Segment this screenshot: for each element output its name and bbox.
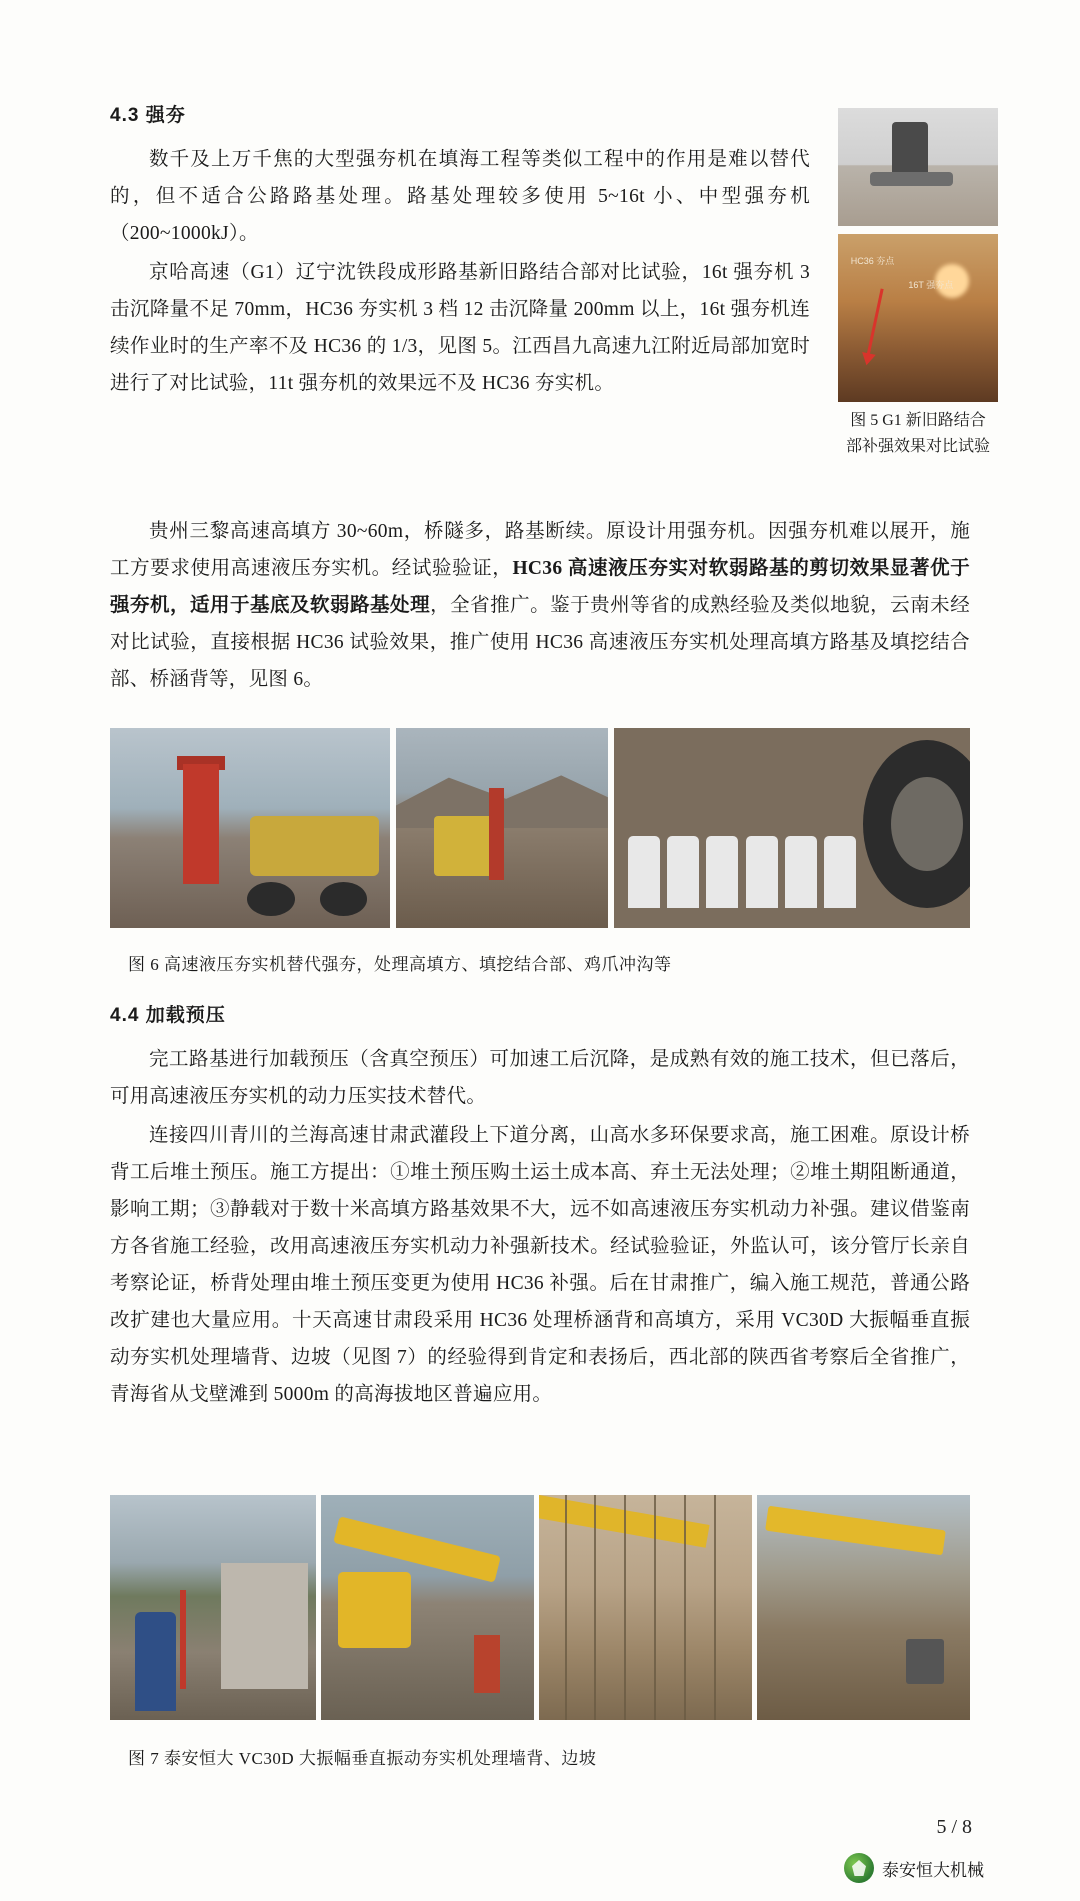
figure-6-photo-2 <box>396 728 608 928</box>
section-4-3 <box>110 100 810 404</box>
figure-6-photo-3 <box>614 728 970 928</box>
wall-shape <box>221 1563 308 1689</box>
loader-shape <box>250 816 379 876</box>
machine-shape <box>434 816 493 876</box>
figure-5-photo-label-1: HC36 夯点 <box>850 256 895 267</box>
section-4-4-heading: 4.4 加载预压 <box>110 1005 226 1026</box>
brand-watermark <box>844 1853 984 1883</box>
figure-6-caption: 图 6 高速液压夯实机替代强夯，处理高填方、填挖结合部、鸡爪冲沟等 <box>128 955 672 974</box>
bucket-shape <box>906 1639 944 1684</box>
section-4-4 <box>110 1000 970 1415</box>
person-shape <box>746 836 778 908</box>
worker-shape <box>135 1612 176 1711</box>
figure-5-photo-bottom <box>838 234 998 402</box>
page-number: 5 / 8 <box>936 1816 972 1838</box>
person-shape <box>667 836 699 908</box>
section-4-4-paragraph-1: 完工路基进行加载预压（含真空预压）可加速工后沉降，是成熟有效的施工技术，但已落后，可用高速液压夯实机的动力压实技术替代。 <box>110 1049 970 1107</box>
brand-logo-icon <box>844 1853 874 1883</box>
person-shape <box>785 836 817 908</box>
rebar-shape <box>654 1495 656 1720</box>
wheel-shape <box>320 882 368 916</box>
figure-6-photo-1 <box>110 728 390 928</box>
section-4-3-paragraph-3-bold: HC36 高速液压夯实对软弱路基的剪切效果显著优于强夯机，适用于基底及软弱路基处理 <box>110 558 970 616</box>
figure-5-photo-label-2: 16T 强夯点 <box>908 279 954 290</box>
rebar-shape <box>714 1495 716 1720</box>
excavator-cab-shape <box>338 1572 410 1649</box>
compactor-tool-shape <box>474 1635 500 1694</box>
section-4-3-paragraph-3-after: ，全省推广。鉴于贵州等省的成熟经验及类似地貌，云南未经对比试验，直接根据 HC36 试验效果，推广使用 HC36 高速液压夯实机处理高填方路基及填挖结合部、桥涵背等，见图 6。 <box>110 595 970 690</box>
section-4-3-paragraph-2: 京哈高速（G1）辽宁沈铁段成形路基新旧路结合部对比试验，16t 强夯机 3 击沉降量不足 70mm，HC36 夯实机 3 档 12 击沉降量 200mm 以上，16t 强夯机连续作业时的生产率不及 HC36 的 1/3，见图 5。江西昌九高速九江附近局部加宽时进行了对比试验，11t 强夯机的效果远不及 HC36 夯实机。 <box>110 262 810 394</box>
figure-6 <box>110 728 970 928</box>
figure-7 <box>110 1495 970 1720</box>
tower-shape <box>183 764 219 884</box>
person-shape <box>628 836 660 908</box>
figure-7-photo-3 <box>539 1495 752 1720</box>
rod-shape <box>180 1590 186 1689</box>
brand-name: 泰安恒大机械 <box>882 1860 984 1880</box>
wheel-shape <box>247 882 295 916</box>
rig-shape <box>892 122 927 172</box>
figure-7-caption: 图 7 泰安恒大 VC30D 大振幅垂直振动夯实机处理墙背、边坡 <box>128 1749 597 1768</box>
rebar-shape <box>594 1495 596 1720</box>
person-shape <box>824 836 856 908</box>
figure-7-photo-4 <box>757 1495 970 1720</box>
figure-5-caption-line1: 图 5 G1 新旧路结合 <box>850 412 986 429</box>
person-shape <box>706 836 738 908</box>
section-4-3-paragraph-3-before: 贵州三黎高速高填方 30~60m，桥隧多，路基断续。原设计用强夯机。因强夯机难以展开，施工方要求使用高速液压夯实机。经试验验证， <box>110 521 970 579</box>
rebar-shape <box>565 1495 567 1720</box>
figure-7-photo-1 <box>110 1495 316 1720</box>
section-4-3-heading: 4.3 强夯 <box>110 105 186 126</box>
figure-7-photo-strip <box>110 1495 970 1720</box>
excavator-arm-shape <box>765 1505 946 1554</box>
rebar-shape <box>684 1495 686 1720</box>
section-4-3-paragraph-3-wrap <box>110 513 970 700</box>
section-4-4-paragraph-2: 连接四川青川的兰海高速甘肃武灌段上下道分离，山高水多环保要求高，施工困难。原设计桥背工后堆土预压。施工方提出：①堆土预压购土运土成本高、弃土无法处理；②堆土期阻断通道，影响工期；③静载对于数十米高填方路基效果不大，远不如高速液压夯实机动力补强。建议借鉴南方各省施工经验，改用高速液压夯实机动力补强新技术。经试验验证，外监认可，该分管厅长亲自考察论证，桥背处理由堆土预压变更为使用 HC36 补强。后在甘肃推广，编入施工规范，普通公路改扩建也大量应用。十天高速甘肃段采用 HC36 处理桥涵背和高填方，采用 VC30D 大振幅垂直振动夯实机处理墙背、边坡（见图 7）的经验得到肯定和表扬后，西北部的陕西省考察后全省推广，青海省从戈壁滩到 5000m 的高海拔地区普遍应用。 <box>110 1125 970 1405</box>
plate-shape <box>870 172 953 186</box>
figure-6-photo-strip <box>110 728 970 928</box>
figure-5-photo-top <box>838 108 998 226</box>
rebar-shape <box>624 1495 626 1720</box>
mast-shape <box>489 788 504 880</box>
figure-5-caption-line2: 部补强效果对比试验 <box>845 438 990 455</box>
arrow-marker <box>866 288 884 361</box>
figure-5 <box>838 108 998 460</box>
section-4-3-paragraph-1: 数千及上万千焦的大型强夯机在填海工程等类似工程中的作用是难以替代的，但不适合公路路基处理。路基处理较多使用 5~16t 小、中型强夯机（200~1000kJ）。 <box>110 149 810 244</box>
figure-7-photo-2 <box>321 1495 534 1720</box>
